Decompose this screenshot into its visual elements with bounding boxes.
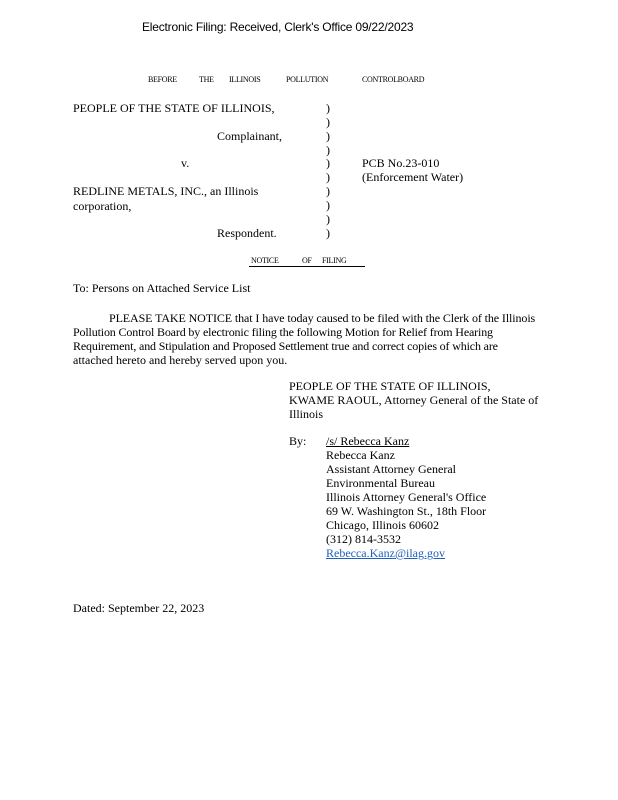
signer-bureau: Environmental Bureau xyxy=(326,476,435,490)
caption-paren: ) xyxy=(326,115,330,129)
paragraph-line: PLEASE TAKE NOTICE that I have today caused to be filed with the Clerk of the Illinois xyxy=(109,311,536,325)
versus: v. xyxy=(181,156,190,170)
by-label: By: xyxy=(289,434,307,448)
signer-city: Chicago, Illinois 60602 xyxy=(326,518,439,532)
notice-paragraph xyxy=(73,311,601,367)
dated-line: Dated: September 22, 2023 xyxy=(73,601,205,615)
signature-line: /s/ Rebecca Kanz xyxy=(326,434,410,448)
filing-stamp: Electronic Filing: Received, Clerk's Office 09/22/2023 xyxy=(142,20,414,34)
board-title-word: BEFORE xyxy=(148,75,177,84)
party-line: Illinois xyxy=(289,407,324,421)
case-number: PCB No.23-010 xyxy=(362,156,440,170)
signature-party xyxy=(289,379,538,421)
complainant-name: PEOPLE OF THE STATE OF ILLINOIS, xyxy=(73,101,275,115)
party-line: KWAME RAOUL, Attorney General of the State of xyxy=(289,393,539,407)
respondent-name: REDLINE METALS, INC., an Illinois xyxy=(73,184,259,198)
respondent-name-cont: corporation, xyxy=(73,199,132,213)
paragraph-line: Requirement, and Stipulation and Proposed Settlement true and correct copies of which are xyxy=(73,339,498,353)
case-type: (Enforcement Water) xyxy=(362,170,464,184)
signature-block xyxy=(326,434,486,560)
signer-street: 69 W. Washington St., 18th Floor xyxy=(326,504,487,518)
caption-paren: ) xyxy=(326,156,330,170)
caption-paren: ) xyxy=(326,226,330,240)
notice-title-underline xyxy=(249,266,365,267)
board-title-word: THE xyxy=(199,75,214,84)
to-line: To: Persons on Attached Service List xyxy=(73,281,251,295)
caption-paren: ) xyxy=(326,143,330,157)
board-title-word: POLLUTION xyxy=(286,75,329,84)
notice-title-word: FILING xyxy=(322,256,347,265)
board-title-word: ILLINOIS xyxy=(229,75,261,84)
board-title-word: CONTROLBOARD xyxy=(362,75,425,84)
caption-paren: ) xyxy=(326,212,330,226)
signer-email-link[interactable]: Rebecca.Kanz@ilag.gov xyxy=(326,546,445,560)
signer-name: Rebecca Kanz xyxy=(326,448,395,462)
party-line: PEOPLE OF THE STATE OF ILLINOIS, xyxy=(289,379,491,393)
complainant-role: Complainant, xyxy=(217,129,282,143)
caption-paren: ) xyxy=(326,170,330,184)
notice-title-word: OF xyxy=(302,256,312,265)
caption-paren: ) xyxy=(326,184,330,198)
caption-paren: ) xyxy=(326,129,330,143)
signer-office: Illinois Attorney General's Office xyxy=(326,490,487,504)
paragraph-line: attached hereto and hereby served upon you. xyxy=(73,353,288,367)
signer-phone: (312) 814-3532 xyxy=(326,532,401,546)
caption-paren: ) xyxy=(326,198,330,212)
caption-paren: ) xyxy=(326,101,330,115)
signer-title: Assistant Attorney General xyxy=(326,462,456,476)
notice-title-word: NOTICE xyxy=(251,256,279,265)
respondent-role: Respondent. xyxy=(217,226,277,240)
paragraph-line: Pollution Control Board by electronic filing the following Motion for Relief from Hearing xyxy=(73,325,493,339)
